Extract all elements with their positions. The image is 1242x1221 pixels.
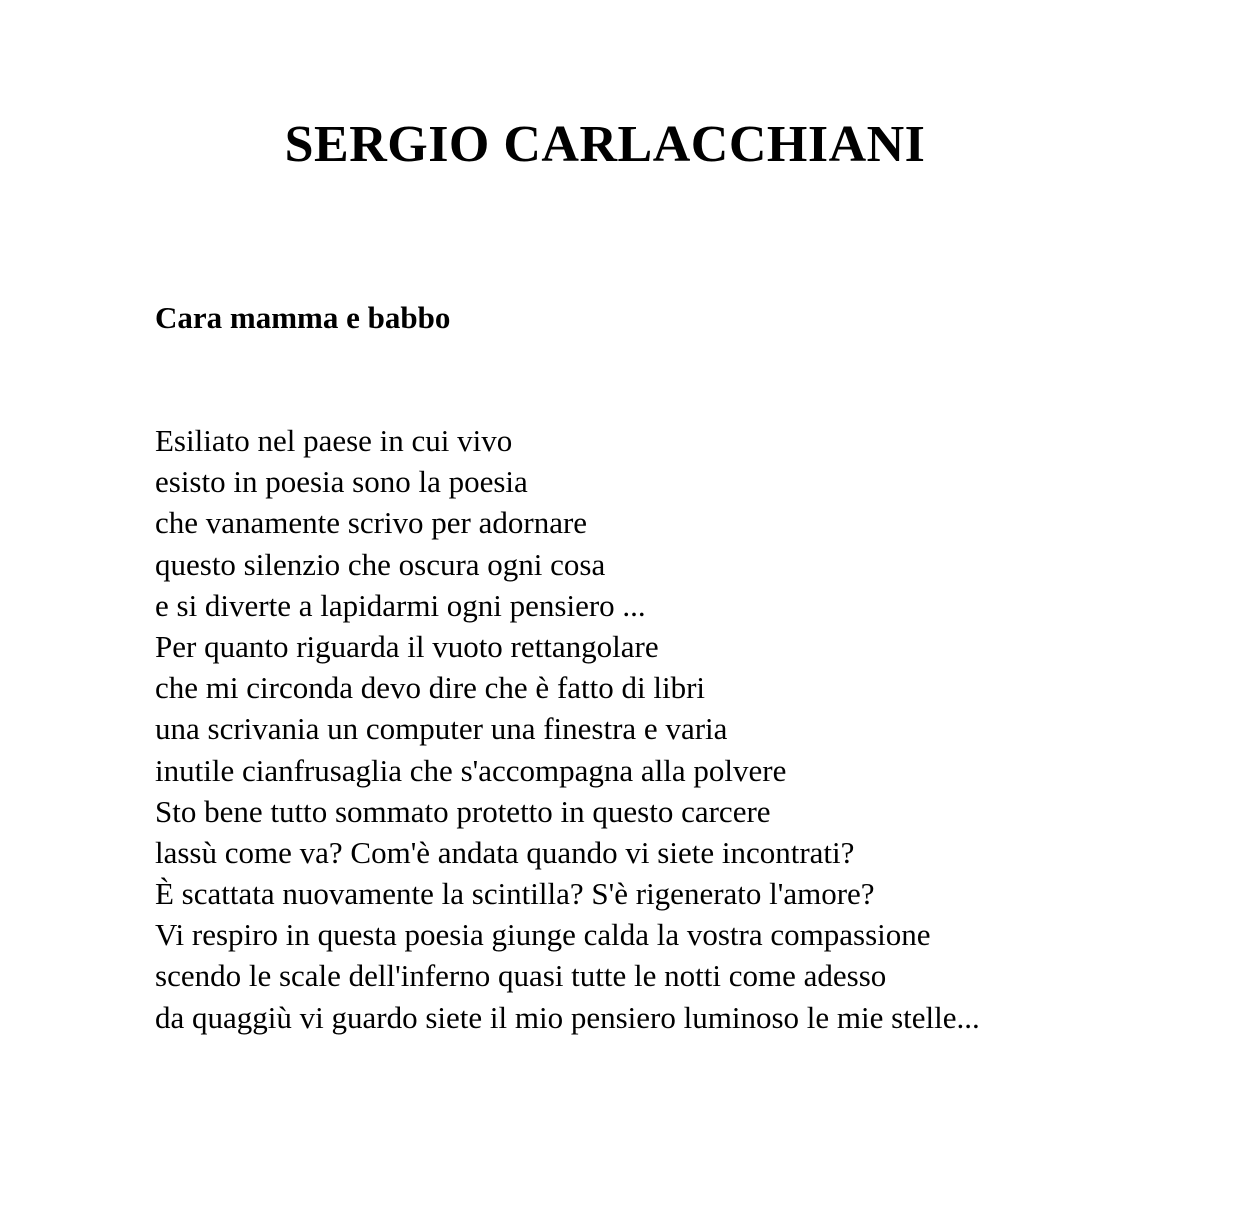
author-heading: SERGIO CARLACCHIANI [284,116,926,173]
poem-line: che vanamente scrivo per adornare [155,505,588,541]
poem-line: lassù come va? Com'è andata quando vi siete incontrati? [155,834,855,870]
poem-line: È scattata nuovamente la scintilla? S'è rigenerato l'amore? [155,876,875,912]
poem-line: una scrivania un computer una finestra e varia [155,711,728,747]
poem-line: esisto in poesia sono la poesia [155,464,528,500]
poem-line: Vi respiro in questa poesia giunge calda la vostra compassione [155,917,931,953]
poem-line: questo silenzio che oscura ogni cosa [155,546,606,582]
poem-line: scendo le scale dell'inferno quasi tutte le notti come adesso [155,958,887,994]
poem-line: e si diverte a lapidarmi ogni pensiero ... [155,587,646,623]
poem-line: da quaggiù vi guardo siete il mio pensiero luminoso le mie stelle... [155,999,980,1035]
poem-line: Per quanto riguarda il vuoto rettangolare [155,628,659,664]
poem-line: che mi circonda devo dire che è fatto di libri [155,670,706,706]
poem-line: Esiliato nel paese in cui vivo [155,423,513,458]
poem-line: inutile cianfrusaglia che s'accompagna alla polvere [155,752,787,788]
poem-body [155,420,980,1038]
poem-title: Cara mamma e babbo [155,300,451,335]
poem-line: Sto bene tutto sommato protetto in questo carcere [155,793,771,829]
